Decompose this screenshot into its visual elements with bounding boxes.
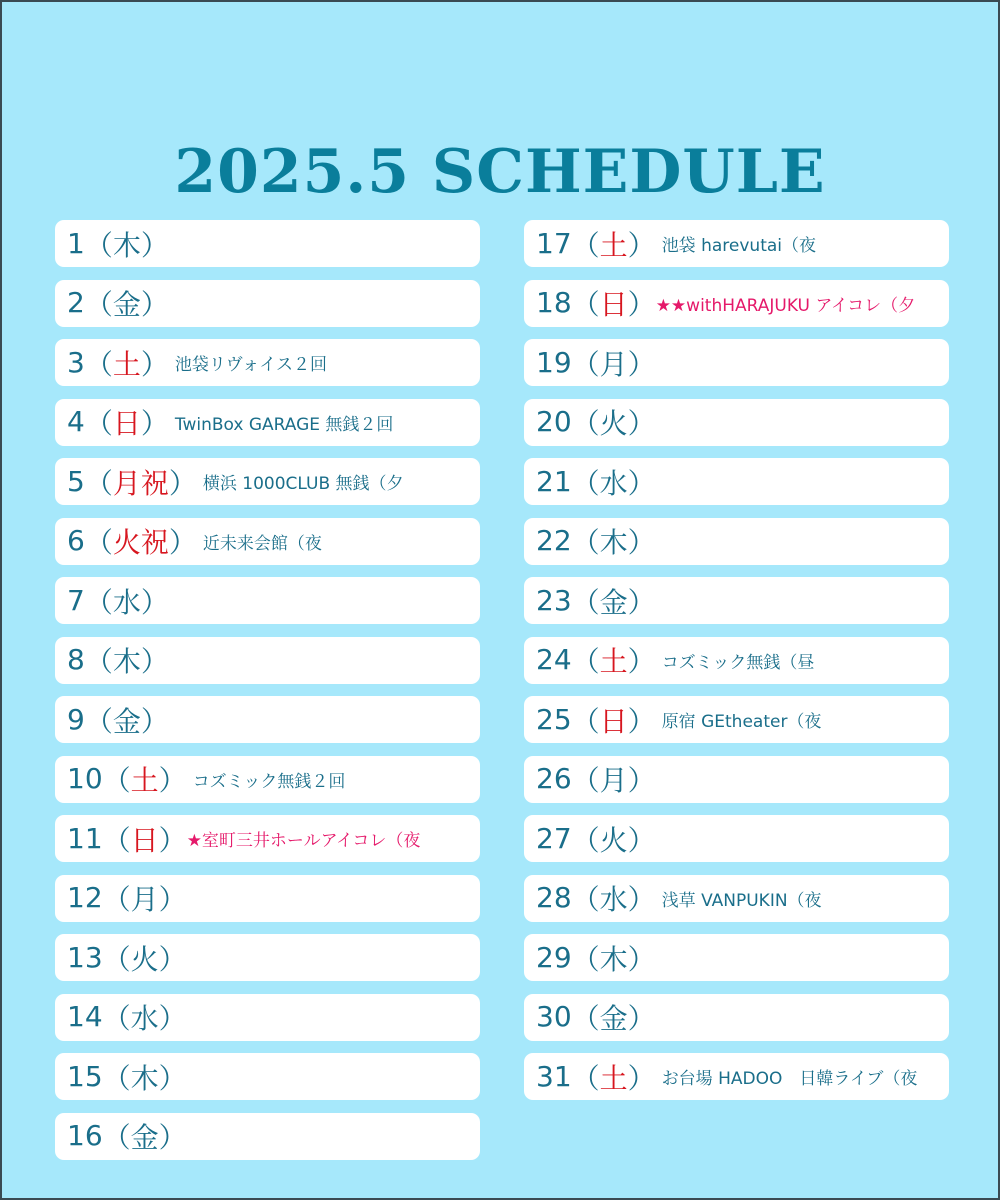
date-number: 13 [67, 940, 103, 974]
paren-open: （ [571, 466, 600, 500]
paren-close: ） [140, 585, 169, 619]
paren-close: ） [140, 288, 169, 321]
date-number: 4 [67, 405, 85, 438]
paren-close: ） [168, 466, 197, 500]
schedule-row [55, 1113, 480, 1160]
day-of-week: 土 [599, 228, 628, 262]
schedule-row [524, 339, 949, 386]
date-number: 19 [536, 345, 572, 379]
paren-open: （ [571, 228, 600, 262]
date-number: 16 [67, 1119, 103, 1152]
paren-close: ） [158, 764, 187, 797]
paren-open: （ [102, 942, 131, 976]
paren-open: （ [102, 1061, 131, 1095]
day-of-week: 土 [599, 1061, 628, 1095]
paren-close: ） [627, 1002, 656, 1035]
date-number: 17 [536, 226, 572, 260]
paren-close: ） [627, 228, 656, 262]
day-of-week: 土 [130, 764, 159, 797]
paren-close: ） [627, 526, 656, 559]
schedule-row [524, 280, 949, 327]
schedule-row [524, 399, 949, 446]
date-number: 5 [67, 464, 85, 498]
date-number: 15 [67, 1059, 103, 1093]
paren-close: ） [627, 1061, 656, 1095]
paren-close: ） [627, 704, 656, 738]
event-text: 近未来会館（夜 [202, 533, 322, 554]
date-number: 22 [536, 524, 572, 557]
paren-open: （ [571, 704, 600, 738]
paren-open: （ [571, 585, 600, 619]
schedule-row [524, 518, 949, 565]
paren-close: ） [140, 645, 169, 678]
date-number: 30 [536, 1000, 572, 1033]
date-number: 3 [67, 345, 85, 379]
date-number: 9 [67, 702, 85, 736]
paren-open: （ [571, 764, 600, 797]
paren-close: ） [168, 526, 197, 559]
day-of-week: 土 [112, 347, 141, 381]
event-text: 浅草 VANPUKIN（夜 [661, 890, 822, 911]
schedule-row [55, 696, 480, 743]
event-text: コズミック無銭２回 [192, 771, 346, 792]
schedule-row [524, 756, 949, 803]
schedule-row [55, 815, 480, 862]
day-of-week: 月 [599, 347, 628, 381]
paren-open: （ [102, 764, 131, 797]
day-of-week: 月 [599, 764, 628, 797]
date-number: 28 [536, 881, 572, 914]
day-of-week: 金 [599, 1002, 628, 1035]
paren-open: （ [84, 347, 113, 381]
paren-open: （ [84, 526, 113, 559]
schedule-row [524, 220, 949, 267]
paren-open: （ [84, 288, 113, 321]
schedule-row [55, 339, 480, 386]
schedule-row [55, 994, 480, 1041]
paren-close: ） [627, 347, 656, 381]
schedule-row [55, 280, 480, 327]
schedule-row [55, 1053, 480, 1100]
day-of-week: 土 [599, 645, 628, 678]
paren-open: （ [102, 1002, 131, 1035]
schedule-row [524, 994, 949, 1041]
schedule-row [524, 815, 949, 862]
day-of-week: 水 [130, 1002, 159, 1035]
date-number: 18 [536, 286, 572, 319]
date-number: 21 [536, 464, 572, 498]
paren-close: ） [140, 407, 169, 440]
schedule-row [524, 458, 949, 505]
paren-open: （ [571, 942, 600, 976]
day-of-week: 火祝 [112, 526, 169, 559]
schedule-row [55, 518, 480, 565]
date-number: 1 [67, 226, 85, 260]
date-number: 31 [536, 1059, 572, 1093]
paren-close: ） [627, 407, 656, 440]
day-of-week: 日 [130, 823, 159, 857]
page-title: 2025.5 SCHEDULE [174, 137, 826, 207]
schedule-row [55, 756, 480, 803]
paren-open: （ [84, 645, 113, 678]
date-number: 29 [536, 940, 572, 974]
day-of-week: 日 [599, 704, 628, 738]
paren-open: （ [571, 407, 600, 440]
schedule-column-left [55, 220, 480, 1172]
paren-open: （ [84, 228, 113, 262]
paren-close: ） [627, 883, 656, 916]
paren-open: （ [84, 585, 113, 619]
day-of-week: 日 [599, 288, 628, 321]
schedule-row [524, 1053, 949, 1100]
schedule-column-right [524, 220, 949, 1113]
event-text: 原宿 GEtheater（夜 [661, 712, 822, 732]
schedule-row [524, 934, 949, 981]
paren-open: （ [84, 704, 113, 738]
schedule-row [524, 637, 949, 684]
event-text: お台場 HADOO 日韓ライブ（夜 [661, 1069, 918, 1089]
event-text: 横浜 1000CLUB 無銭（夕 [202, 474, 404, 494]
day-of-week: 水 [599, 466, 628, 500]
schedule-row [55, 875, 480, 922]
day-of-week: 火 [599, 407, 628, 440]
schedule-row [55, 637, 480, 684]
paren-close: ） [140, 347, 169, 381]
paren-close: ） [627, 942, 656, 976]
day-of-week: 水 [112, 585, 141, 619]
paren-close: ） [627, 764, 656, 797]
date-number: 7 [67, 583, 85, 617]
date-number: 26 [536, 762, 572, 795]
event-text: 池袋リヴォイス２回 [174, 355, 328, 375]
paren-open: （ [84, 407, 113, 440]
day-of-week: 木 [112, 645, 141, 678]
day-of-week: 火 [130, 942, 159, 976]
schedule-row [55, 934, 480, 981]
paren-open: （ [571, 347, 600, 381]
date-number: 6 [67, 524, 85, 557]
paren-open: （ [102, 823, 131, 857]
paren-close: ） [140, 228, 169, 262]
date-number: 27 [536, 821, 572, 855]
day-of-week: 木 [112, 228, 141, 262]
day-of-week: 木 [599, 526, 628, 559]
paren-close: ） [158, 1121, 187, 1154]
schedule-row [524, 875, 949, 922]
schedule-row [524, 577, 949, 624]
paren-close: ） [158, 1061, 187, 1095]
schedule-row [55, 458, 480, 505]
date-number: 14 [67, 1000, 103, 1033]
date-number: 24 [536, 643, 572, 676]
paren-close: ） [158, 942, 187, 976]
paren-close: ） [627, 466, 656, 500]
date-number: 12 [67, 881, 103, 914]
paren-open: （ [571, 823, 600, 857]
date-number: 23 [536, 583, 572, 617]
paren-open: （ [571, 526, 600, 559]
day-of-week: 月 [130, 883, 159, 916]
event-text: ★室町三井ホールアイコレ（夜 [186, 831, 421, 851]
day-of-week: 火 [599, 823, 628, 857]
paren-open: （ [571, 883, 600, 916]
paren-open: （ [102, 1121, 131, 1154]
paren-close: ） [158, 1002, 187, 1035]
paren-close: ） [627, 823, 656, 857]
day-of-week: 木 [130, 1061, 159, 1095]
date-number: 25 [536, 702, 572, 736]
paren-open: （ [571, 288, 600, 321]
day-of-week: 水 [599, 883, 628, 916]
date-number: 20 [536, 405, 572, 438]
event-text: コズミック無銭（昼 [661, 652, 815, 673]
event-text: TwinBox GARAGE 無銭２回 [174, 414, 394, 435]
paren-close: ） [627, 585, 656, 619]
schedule-row [55, 220, 480, 267]
day-of-week: 金 [112, 288, 141, 321]
day-of-week: 金 [599, 585, 628, 619]
paren-open: （ [102, 883, 131, 916]
day-of-week: 金 [130, 1121, 159, 1154]
date-number: 8 [67, 643, 85, 676]
schedule-row [55, 399, 480, 446]
date-number: 11 [67, 821, 103, 855]
event-text: ★★withHARAJUKU アイコレ（夕 [655, 295, 916, 316]
date-number: 2 [67, 286, 85, 319]
day-of-week: 月祝 [112, 466, 169, 500]
schedule-row [55, 577, 480, 624]
paren-close: ） [158, 883, 187, 916]
day-of-week: 木 [599, 942, 628, 976]
paren-close: ） [140, 704, 169, 738]
paren-close: ） [627, 288, 656, 321]
paren-open: （ [571, 1002, 600, 1035]
day-of-week: 金 [112, 704, 141, 738]
paren-open: （ [571, 1061, 600, 1095]
paren-close: ） [627, 645, 656, 678]
paren-open: （ [571, 645, 600, 678]
paren-open: （ [84, 466, 113, 500]
paren-close: ） [158, 823, 187, 857]
schedule-row [524, 696, 949, 743]
event-text: 池袋 harevutai（夜 [661, 236, 816, 256]
date-number: 10 [67, 762, 103, 795]
day-of-week: 日 [112, 407, 141, 440]
